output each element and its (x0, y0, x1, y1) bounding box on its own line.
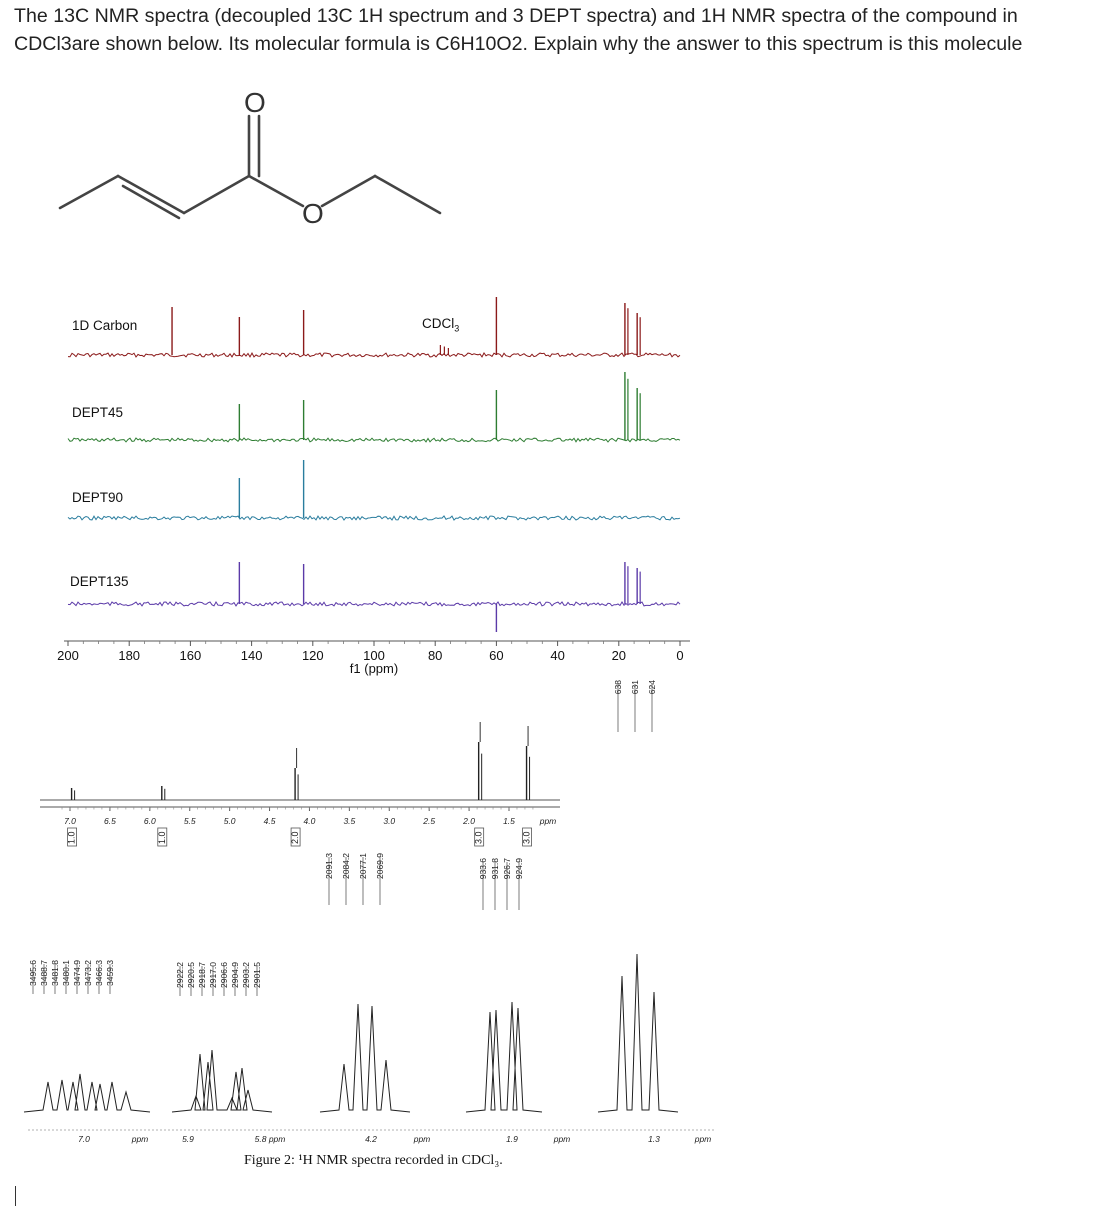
expansion-label: 1.3 (648, 1134, 660, 1144)
proton-tick-label: ppm (539, 816, 557, 826)
expansion-label: 4.2 (365, 1134, 377, 1144)
bond-c3-c4 (184, 176, 249, 213)
carbon-tick-label: 200 (57, 648, 79, 663)
expansion-label: ppm (131, 1134, 149, 1144)
hz-g1-label: 3495.6 (28, 960, 38, 986)
expansion-label: 5.8 ppm (254, 1134, 286, 1144)
hz-g1-label: 3481.8 (50, 960, 60, 986)
label-dept90: DEPT90 (72, 490, 124, 505)
carbon-tick-label: 180 (118, 648, 141, 663)
expansion-label: 1.9 (506, 1134, 518, 1144)
hz-g1-label: 3488.7 (39, 960, 49, 986)
carbon-spectra-chart (0, 280, 1103, 680)
bond-c1-c2 (60, 176, 118, 208)
multiplet-5.85 (172, 1050, 272, 1112)
carbon-axis-title: f1 (ppm) (349, 661, 399, 676)
hz-g3-label: 2091.3 (324, 853, 334, 879)
molecule-structure (40, 80, 480, 250)
hz-g3-label: 2084.2 (341, 853, 351, 879)
carbon-tick-label: 100 (363, 648, 385, 663)
expansion-label: ppm (413, 1134, 431, 1144)
carbon-tick-label: 80 (427, 648, 443, 663)
proton-tick-label: 2.0 (463, 816, 476, 826)
multiplet-4.18 (320, 1004, 410, 1112)
proton-tick-label: 5.0 (223, 816, 236, 826)
hz-g1-label: 3474.9 (72, 960, 82, 986)
multiplet-1.28 (598, 954, 678, 1112)
hz-g2-label: 2904.9 (230, 962, 240, 988)
expansion-label: 5.9 (182, 1134, 194, 1144)
hz-g1-label: 3466.3 (94, 960, 104, 986)
proton-tick-label: 7.0 (64, 816, 76, 826)
carbon-tick-label: 160 (179, 648, 202, 663)
hz-g1-label: 3480.1 (61, 960, 71, 986)
multiplet-6.98 (24, 1074, 150, 1112)
expansion-label: ppm (694, 1134, 712, 1144)
hz-g1-label: 3473.2 (83, 960, 93, 986)
hz-g3-label: 2069.9 (375, 853, 385, 879)
carbon-tick-label: 20 (611, 648, 627, 663)
proton-tick-label: 6.5 (103, 816, 116, 826)
proton-tick-label: 1.5 (503, 816, 515, 826)
baseline-dept45 (68, 438, 680, 442)
hz-g4-label: 926.7 (502, 858, 512, 880)
proton-tick-label: 6.0 (143, 816, 156, 826)
hz-g2-label: 2906.6 (219, 962, 229, 988)
solvent-text: CDCl (422, 316, 455, 331)
hz-g4-label: 933.6 (478, 858, 488, 880)
label-dept45: DEPT45 (72, 405, 124, 420)
ester-oxygen: O (302, 198, 324, 229)
integration-value-2: 2.0 (290, 831, 301, 844)
hz-g4-label: 924.9 (514, 858, 524, 880)
hz-g1-label: 3459.3 (105, 960, 115, 986)
hz-g2-label: 2917.0 (208, 962, 218, 988)
integration-value-0: 1.0 (66, 831, 77, 844)
expansion-label: 7.0 (78, 1134, 90, 1144)
solvent-sub: 3 (454, 323, 460, 334)
proton-tick-label: 2.5 (423, 816, 436, 826)
carbon-tick-label: 40 (550, 648, 565, 663)
carbon-tick-label: 120 (301, 648, 324, 663)
proton-spectrum-chart (0, 670, 1103, 1160)
label-dept135: DEPT135 (70, 574, 129, 589)
carbon-tick-label: 0 (676, 648, 684, 663)
expansion-label: ppm (553, 1134, 571, 1144)
text-cursor (15, 1186, 16, 1206)
proton-tick-label: 5.5 (183, 816, 196, 826)
hz-g2-label: 2903.2 (241, 962, 251, 988)
baseline-c1d (68, 353, 680, 357)
proton-tick-label: 4.5 (263, 816, 276, 826)
hz-g5-label: 631 (630, 680, 640, 695)
proton-tick-label: 3.5 (343, 816, 356, 826)
hz-g5-label: 624 (647, 680, 657, 695)
multiplet-1.88 (466, 1002, 542, 1112)
hz-g3-label: 2077.1 (358, 853, 368, 879)
integration-value-4: 3.0 (521, 831, 532, 844)
hz-g5-label: 638 (613, 680, 623, 695)
integration-value-3: 3.0 (473, 831, 484, 844)
carbonyl-oxygen: O (244, 87, 266, 118)
hz-g4-label: 931.8 (490, 858, 500, 880)
label-1d-carbon: 1D Carbon (72, 318, 138, 333)
hz-g2-label: 2901.5 (252, 962, 262, 988)
integration-value-1: 1.0 (156, 831, 167, 844)
hz-g2-label: 2918.7 (197, 962, 207, 988)
baseline-dept135 (68, 602, 680, 606)
figure-caption: Figure 2: ¹H NMR spectra recorded in CDCl₃. (244, 1153, 503, 1168)
bond-c5-c6 (375, 176, 440, 213)
carbon-tick-label: 60 (489, 648, 504, 663)
hz-g2-label: 2920.5 (186, 962, 196, 988)
bond-c4-oester (249, 176, 303, 206)
proton-tick-label: 4.0 (303, 816, 316, 826)
question-text: The 13C NMR spectra (decoupled 13C 1H spectrum and 3 DEPT spectra) and 1H NMR spectra of the compound in CDCl3are shown below. Its molecular formula is C6H10O2. Explain why the answer to this spectrum is this molecule (14, 5, 1023, 55)
carbon-tick-label: 140 (240, 648, 263, 663)
bond-c2-c3 (118, 176, 184, 213)
bond-oester-c5 (322, 176, 375, 206)
baseline-dept90 (68, 516, 680, 520)
proton-tick-label: 3.0 (383, 816, 396, 826)
hz-g2-label: 2922.2 (175, 962, 185, 988)
bond-c2-c3-double (123, 186, 179, 218)
